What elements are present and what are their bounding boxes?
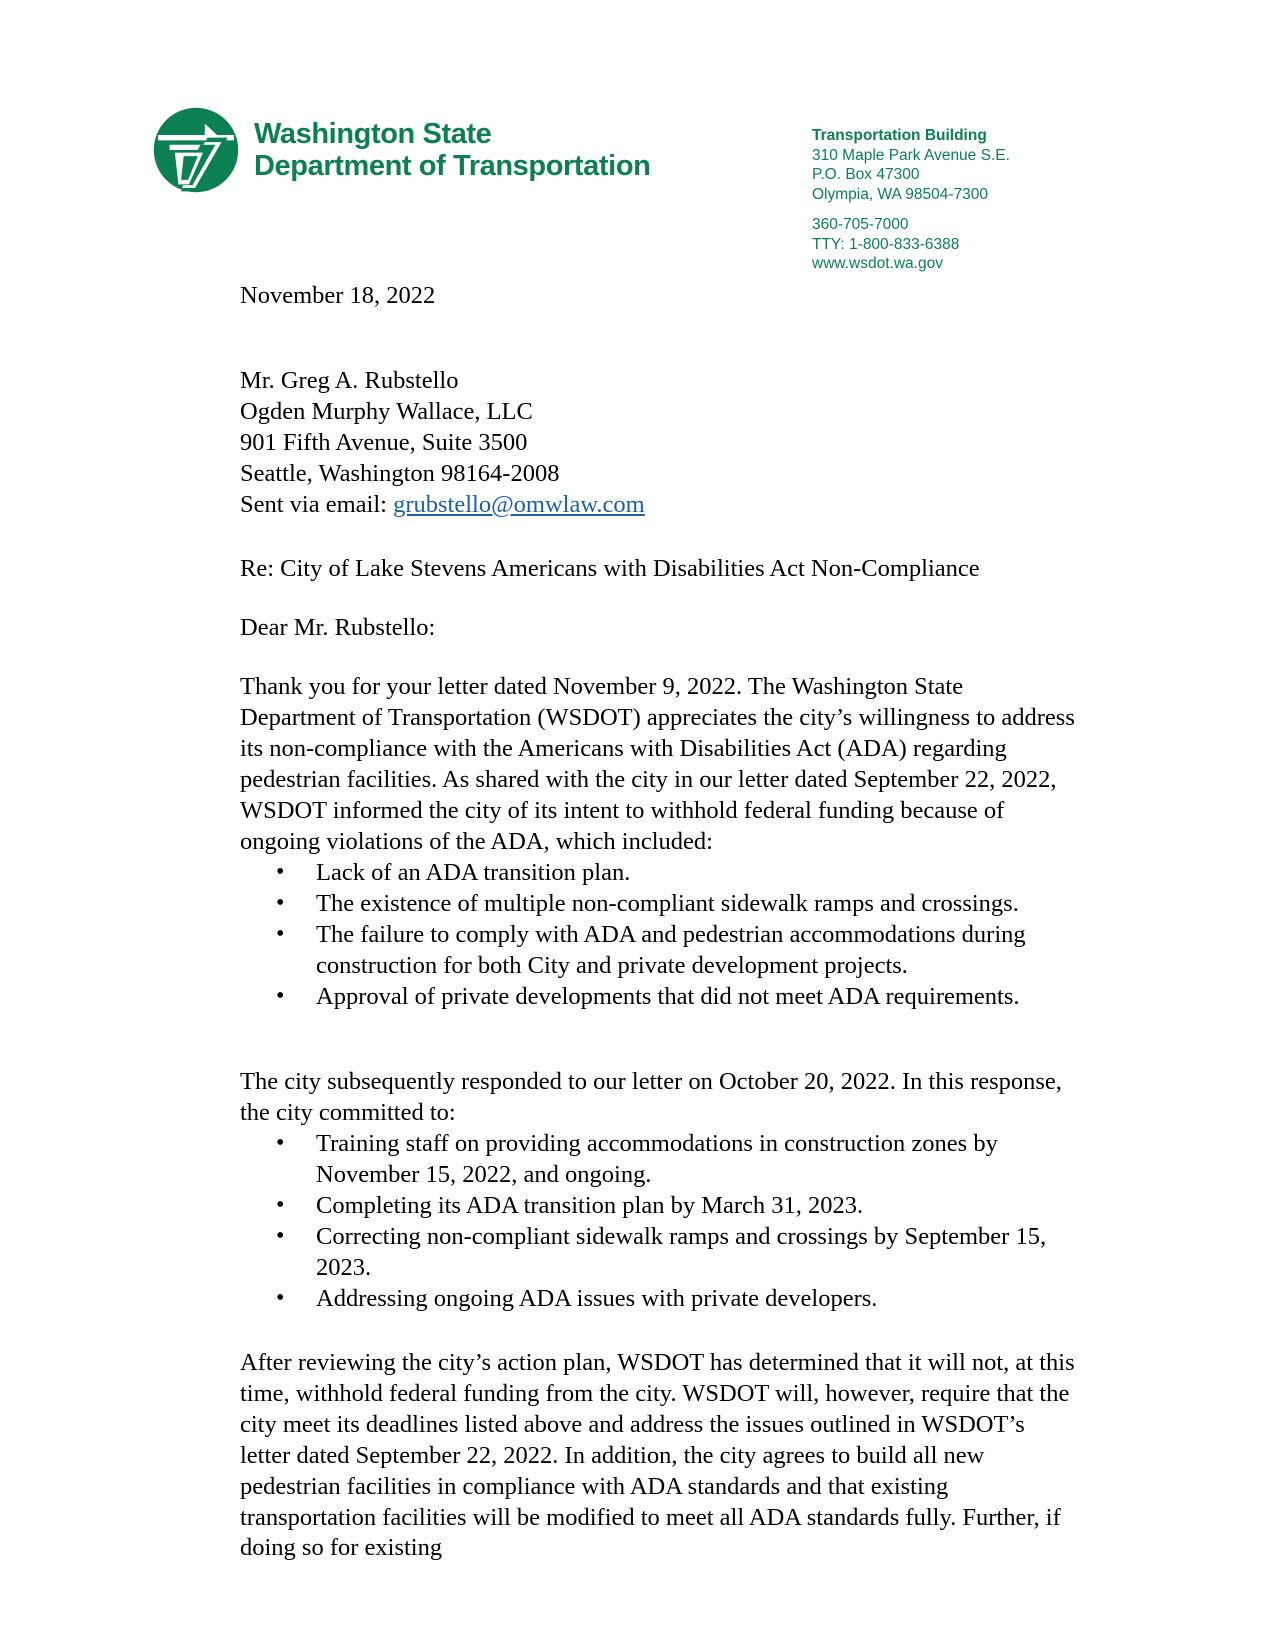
list-item: • Lack of an ADA transition plan.	[240, 858, 1078, 889]
letter-salutation: Dear Mr. Rubstello:	[240, 613, 436, 641]
letter-body	[240, 281, 1078, 1564]
letter-paragraph-1: Thank you for your letter dated November 9, 2022. The Washington State Department of Transportation (WSDOT) appreciates the city’s willingness to address its non-compliance with the Americans with Disabilities Act (ADA) regarding pedestrian facilities. As shared with the city in our letter dated September 22, 2022, WSDOT informed the city of its intent to withhold federal funding because of ongoing violations of the ADA, which included:	[240, 672, 1075, 855]
addressee-street: 901 Fifth Avenue, Suite 3500	[240, 428, 528, 456]
spacer-after-date	[240, 312, 1078, 366]
recipient-email-link[interactable]: grubstello@omwlaw.com	[393, 490, 645, 518]
letterhead	[0, 0, 1275, 273]
addressee-firm: Ogden Murphy Wallace, LLC	[240, 397, 533, 425]
address-phone: 360-705-7000	[812, 216, 909, 234]
list-item: • Completing its ADA transition plan by March 31, 2023.	[240, 1191, 1078, 1222]
addressee-block	[240, 366, 1078, 521]
letter-paragraph-3: After reviewing the city’s action plan, WSDOT has determined that it will not, at this time, withhold federal funding from the city. WSDOT will, however, require that the city meet its deadlines listed above and address the issues outlined in WSDOT’s letter dated September 22, 2022. In addition, the city agrees to build all new pedestrian facilities in compliance with ADA standards and that existing transportation facilities will be modified to meet all ADA standards fully. Further, if doing so for existing	[240, 1348, 1075, 1562]
letter-paragraph-2: The city subsequently responded to our letter on October 20, 2022. In this response, the city committed to:	[240, 1067, 1062, 1126]
list-item: • Training staff on providing accommodations in construction zones by November 15, 2022, and ongoing.	[240, 1129, 1078, 1191]
address-city-state-zip: Olympia, WA 98504-7300	[812, 185, 989, 203]
address-po-box: P.O. Box 47300	[812, 166, 920, 184]
letter-date: November 18, 2022	[240, 282, 436, 309]
address-website: www.wsdot.wa.gov	[812, 255, 943, 273]
sent-via-email-line	[240, 490, 1078, 521]
sent-via-email-label: Sent via email:	[240, 490, 394, 518]
list-item: • Approval of private developments that did not meet ADA requirements.	[240, 982, 1078, 1013]
addressee-name: Mr. Greg A. Rubstello	[240, 366, 459, 394]
spacer-before-paragraph-2	[240, 1013, 1078, 1067]
wordmark-line-1: Washington State	[254, 117, 492, 150]
address-building: Transportation Building	[812, 127, 987, 144]
wsdot-wordmark	[254, 118, 650, 183]
spacer-before-paragraph-1	[240, 644, 1078, 672]
list-item: • Addressing ongoing ADA issues with private developers.	[240, 1284, 1078, 1315]
list-item: • Correcting non-compliant sidewalk ramps and crossings by September 15, 2023.	[240, 1222, 1078, 1284]
address-spacer	[812, 204, 1010, 215]
letterhead-address-block	[812, 126, 1010, 274]
wsdot-logo-icon	[152, 106, 240, 194]
spacer-before-subject	[240, 521, 1078, 554]
spacer-before-salutation	[240, 585, 1078, 613]
letter-subject-line: Re: City of Lake Stevens Americans with Disabilities Act Non-Compliance	[240, 554, 980, 582]
wsdot-logo	[152, 106, 650, 194]
addressee-city-state-zip: Seattle, Washington 98164-2008	[240, 459, 560, 487]
address-tty: TTY: 1-800-833-6388	[812, 235, 960, 253]
address-street: 310 Maple Park Avenue S.E.	[812, 146, 1010, 164]
wordmark-line-2: Department of Transportation	[254, 150, 651, 182]
violations-list	[240, 858, 1078, 1013]
spacer-before-paragraph-3	[240, 1315, 1078, 1348]
list-item: • The existence of multiple non-compliant sidewalk ramps and crossings.	[240, 889, 1078, 920]
list-item: • The failure to comply with ADA and pedestrian accommodations during construction for both City and private development projects.	[240, 920, 1078, 982]
commitments-list	[240, 1129, 1078, 1315]
